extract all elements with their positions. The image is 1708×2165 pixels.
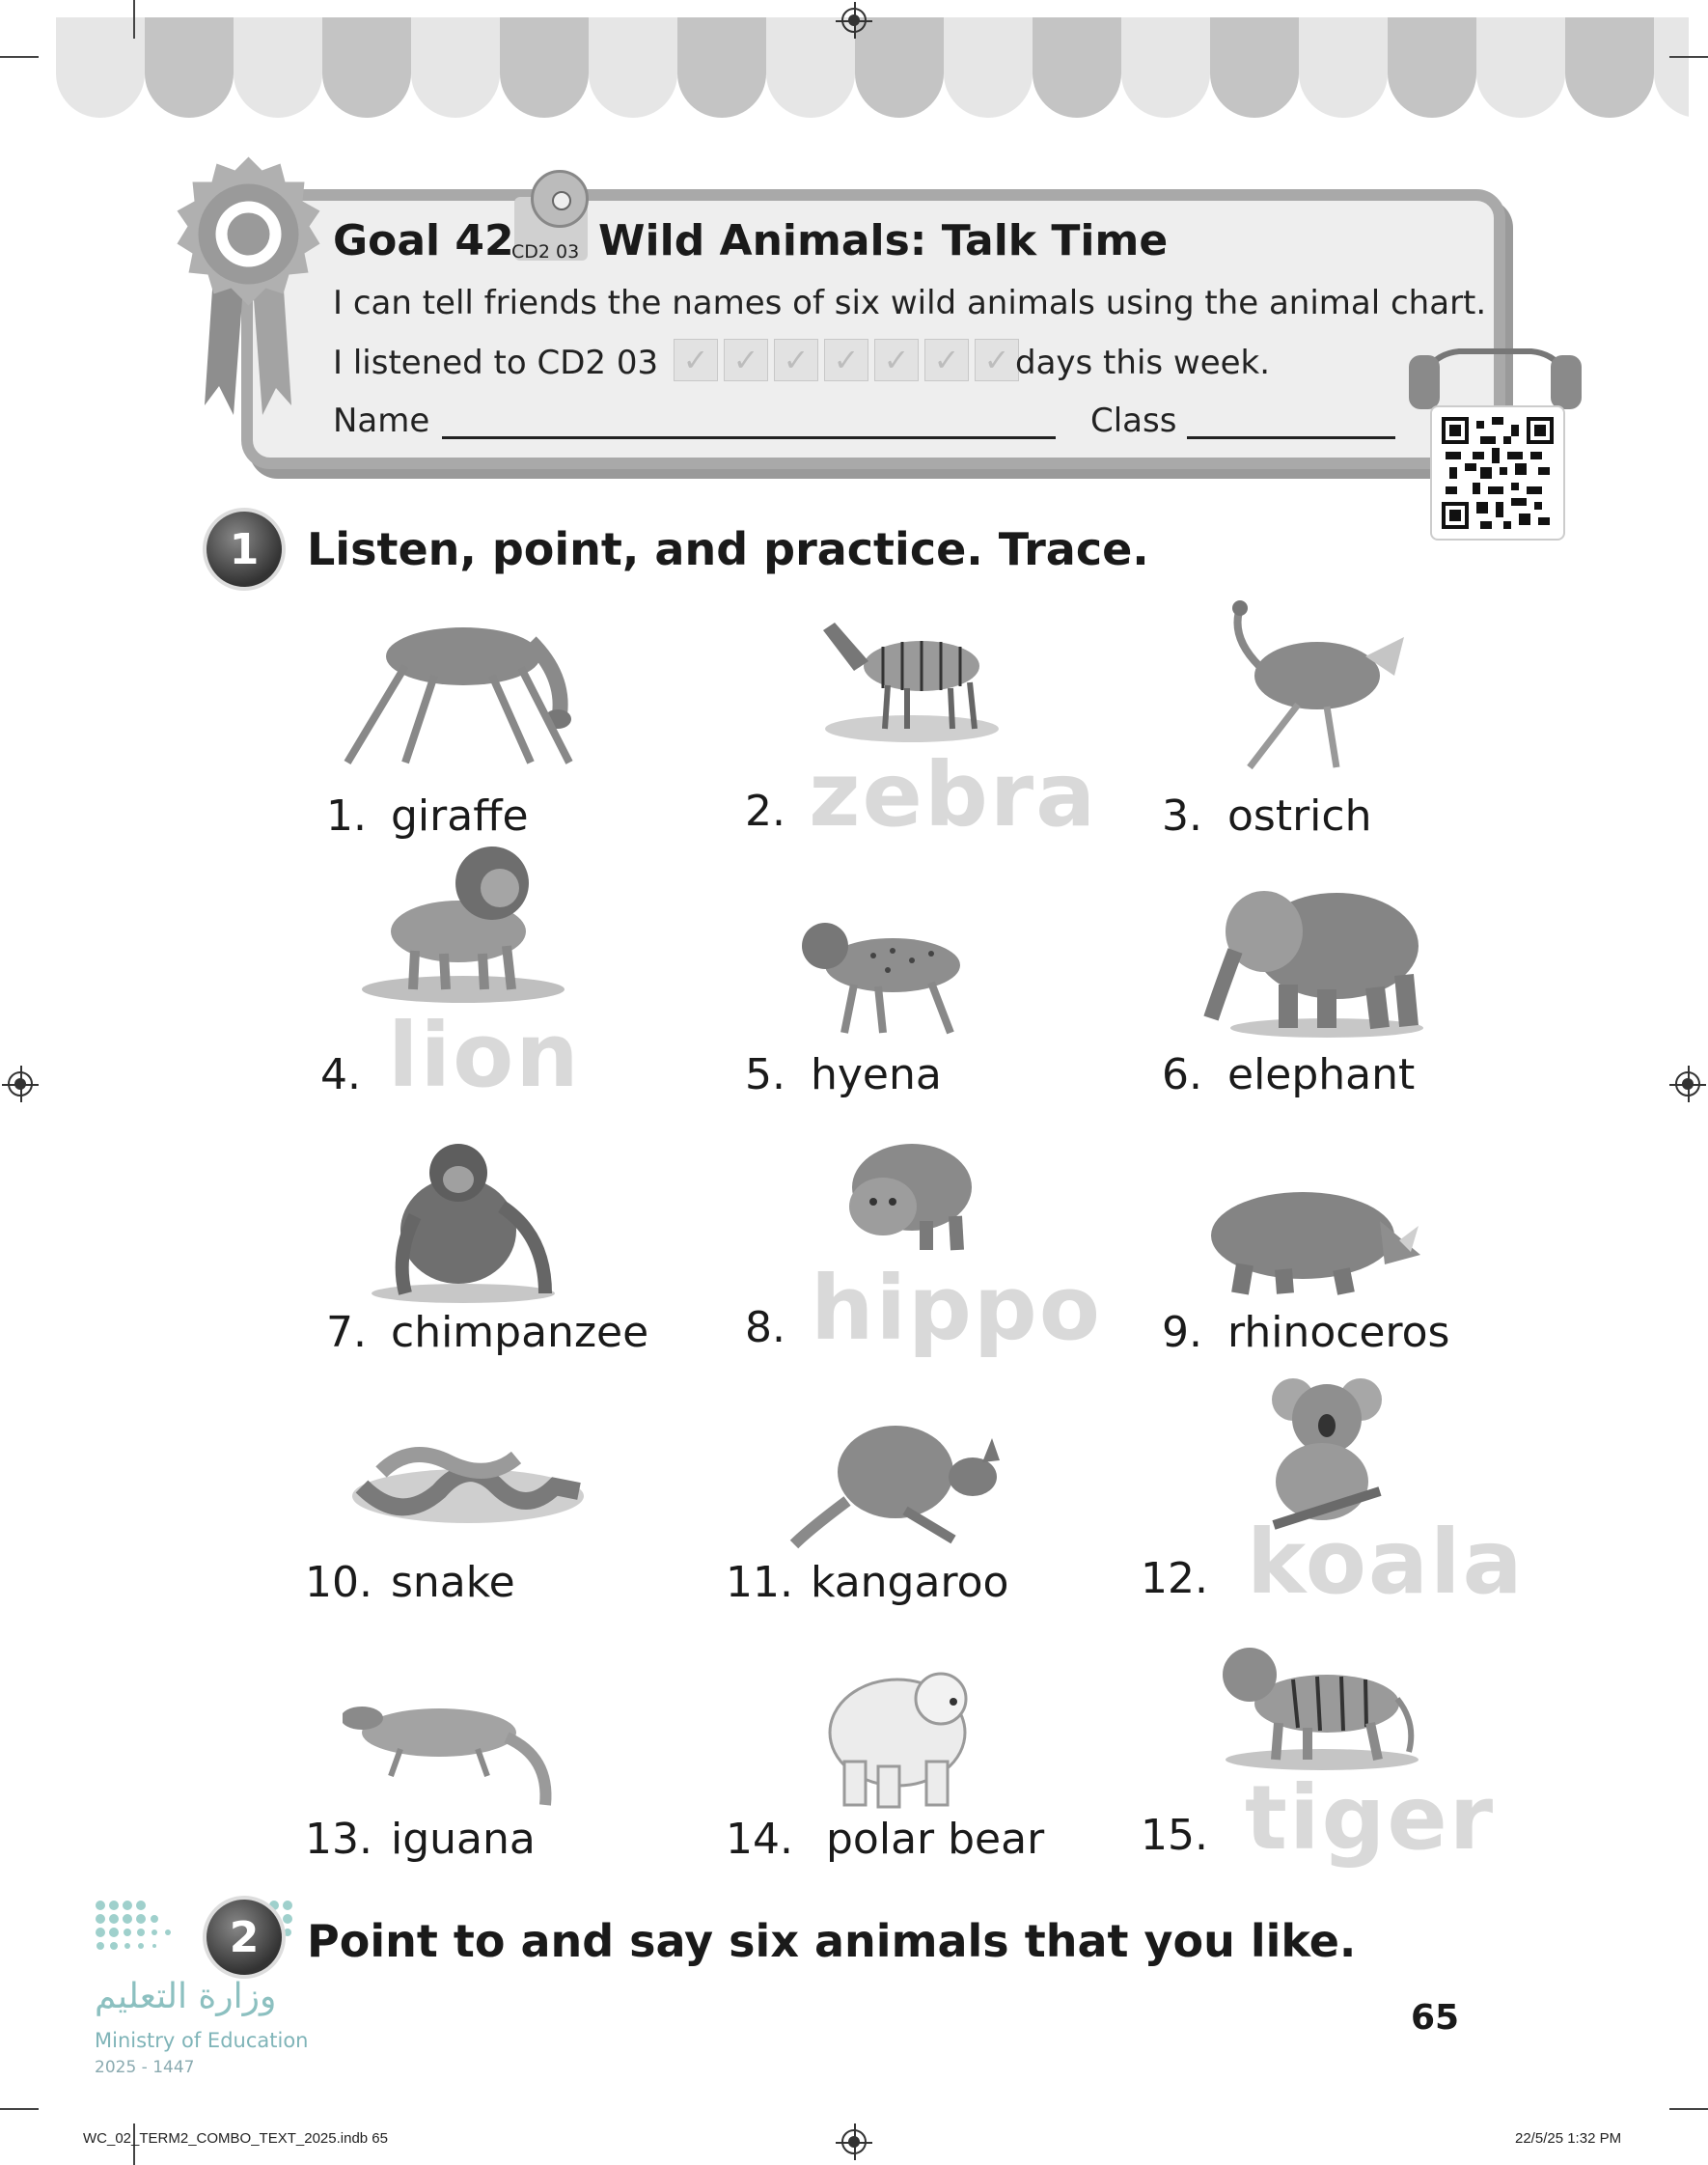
animal-number: 3. xyxy=(1162,791,1202,841)
section-2-number: 2 xyxy=(203,1896,286,1979)
awning-scallop xyxy=(145,17,234,118)
awning-scallop xyxy=(855,17,944,118)
awning-scallop xyxy=(1121,17,1210,118)
zebra-picture xyxy=(815,594,1008,748)
goal-objective: I can tell friends the names of six wild animals using the animal chart. xyxy=(333,284,1487,322)
trace-word[interactable]: zebra xyxy=(809,743,1098,847)
awning-scallop xyxy=(1565,17,1654,118)
page-number: 65 xyxy=(1411,1998,1460,2038)
animal-number: 4. xyxy=(320,1050,361,1099)
section-2-instruction: Point to and say six animals that you like. xyxy=(307,1915,1357,1967)
day-checkbox[interactable]: ✓ xyxy=(874,339,919,381)
animal-number: 2. xyxy=(745,787,785,836)
awning-scallop xyxy=(1033,17,1121,118)
awning-scallop xyxy=(1299,17,1388,118)
iguana-picture xyxy=(343,1679,560,1810)
awning-scallop xyxy=(589,17,677,118)
animal-name: chimpanzee xyxy=(391,1308,649,1357)
awning-scallop xyxy=(1654,17,1689,118)
animal-number: 10. xyxy=(305,1558,372,1607)
animal-number: 7. xyxy=(326,1308,367,1357)
animal-number: 12. xyxy=(1141,1554,1208,1603)
day-checkbox[interactable]: ✓ xyxy=(674,339,718,381)
ministry-name-arabic: وزارة التعليم xyxy=(95,1977,277,2016)
snake-picture xyxy=(343,1419,589,1530)
animal-name: kangaroo xyxy=(811,1558,1009,1607)
footer-file-info: WC_02_TERM2_COMBO_TEXT_2025.indb 65 xyxy=(83,2130,388,2147)
animal-name: rhinoceros xyxy=(1227,1308,1450,1357)
awning-scallop xyxy=(944,17,1033,118)
registration-mark xyxy=(841,2129,867,2154)
crop-mark xyxy=(0,2108,39,2110)
goal-title: Wild Animals: Talk Time xyxy=(598,216,1169,265)
awning-scallop xyxy=(766,17,855,118)
day-checkbox[interactable]: ✓ xyxy=(724,339,768,381)
chimpanzee-picture xyxy=(367,1139,565,1303)
awning-scallop xyxy=(677,17,766,118)
qr-code-icon xyxy=(1442,417,1554,529)
hippo-picture xyxy=(840,1129,975,1255)
kangaroo-picture xyxy=(789,1404,1011,1549)
listening-checkboxes xyxy=(674,339,1019,381)
animal-number: 6. xyxy=(1162,1050,1202,1099)
listened-prefix: I listened to CD2 03 xyxy=(333,344,659,382)
ministry-year: 2025 - 1447 xyxy=(95,2058,195,2077)
class-field[interactable] xyxy=(1187,436,1395,439)
trace-word[interactable]: lion xyxy=(388,1004,581,1107)
polar-bear-picture xyxy=(820,1655,979,1810)
animal-number: 15. xyxy=(1141,1811,1208,1860)
animal-number: 13. xyxy=(305,1815,372,1864)
giraffe-picture xyxy=(338,598,584,772)
listened-suffix: days this week. xyxy=(1015,344,1271,382)
ministry-name-english: Ministry of Education xyxy=(95,2029,309,2052)
registration-mark xyxy=(1675,1071,1700,1096)
animal-number: 8. xyxy=(745,1303,785,1352)
day-checkbox[interactable]: ✓ xyxy=(975,339,1019,381)
footer-date: 22/5/25 1:32 PM xyxy=(1515,2130,1622,2147)
class-label: Class xyxy=(1090,402,1177,440)
trace-word[interactable]: tiger xyxy=(1245,1766,1496,1870)
crop-mark xyxy=(133,0,135,39)
animal-name: ostrich xyxy=(1227,791,1372,841)
registration-mark xyxy=(8,1071,33,1096)
animal-number: 14. xyxy=(726,1815,793,1864)
awning-scallop xyxy=(411,17,500,118)
ostrich-picture xyxy=(1211,598,1409,777)
awning-scallop xyxy=(500,17,589,118)
crop-mark xyxy=(1669,2108,1708,2110)
crop-mark xyxy=(0,56,39,58)
awning-scallop xyxy=(322,17,411,118)
cd-track-label: CD2 03 xyxy=(511,241,580,263)
qr-code[interactable] xyxy=(1430,405,1565,541)
name-field[interactable] xyxy=(442,436,1056,439)
animal-number: 11. xyxy=(726,1558,793,1607)
registration-mark xyxy=(841,8,867,33)
animal-name: polar bear xyxy=(826,1815,1045,1864)
animal-name: elephant xyxy=(1227,1050,1416,1099)
animal-number: 9. xyxy=(1162,1308,1202,1357)
trace-word[interactable]: koala xyxy=(1247,1511,1525,1614)
elephant-picture xyxy=(1201,874,1428,1038)
animal-number: 1. xyxy=(326,791,367,841)
section-1-number: 1 xyxy=(203,508,286,591)
awning-scallop xyxy=(56,17,145,118)
rhinoceros-picture xyxy=(1197,1173,1423,1298)
award-badge-icon xyxy=(169,154,328,314)
day-checkbox[interactable]: ✓ xyxy=(774,339,818,381)
animal-name: iguana xyxy=(391,1815,536,1864)
animal-number: 5. xyxy=(745,1050,785,1099)
cd-icon[interactable] xyxy=(531,170,589,228)
animal-name: hyena xyxy=(811,1050,942,1099)
awning-scallop xyxy=(1210,17,1299,118)
section-1-instruction: Listen, point, and practice. Trace. xyxy=(307,523,1149,575)
day-checkbox[interactable]: ✓ xyxy=(824,339,868,381)
goal-label: Goal 42 xyxy=(333,216,514,265)
animal-name: snake xyxy=(391,1558,515,1607)
awning-scallop xyxy=(1476,17,1565,118)
trace-word[interactable]: hippo xyxy=(811,1257,1102,1360)
awning-scallop xyxy=(234,17,322,118)
tiger-picture xyxy=(1216,1626,1419,1771)
hyena-picture xyxy=(786,907,979,1042)
lion-picture xyxy=(357,840,565,1004)
awning-scallop xyxy=(1388,17,1476,118)
name-label: Name xyxy=(333,402,430,440)
animal-name: giraffe xyxy=(391,791,529,841)
day-checkbox[interactable]: ✓ xyxy=(924,339,969,381)
awning-banner xyxy=(56,17,1689,118)
crop-mark xyxy=(1669,56,1708,58)
